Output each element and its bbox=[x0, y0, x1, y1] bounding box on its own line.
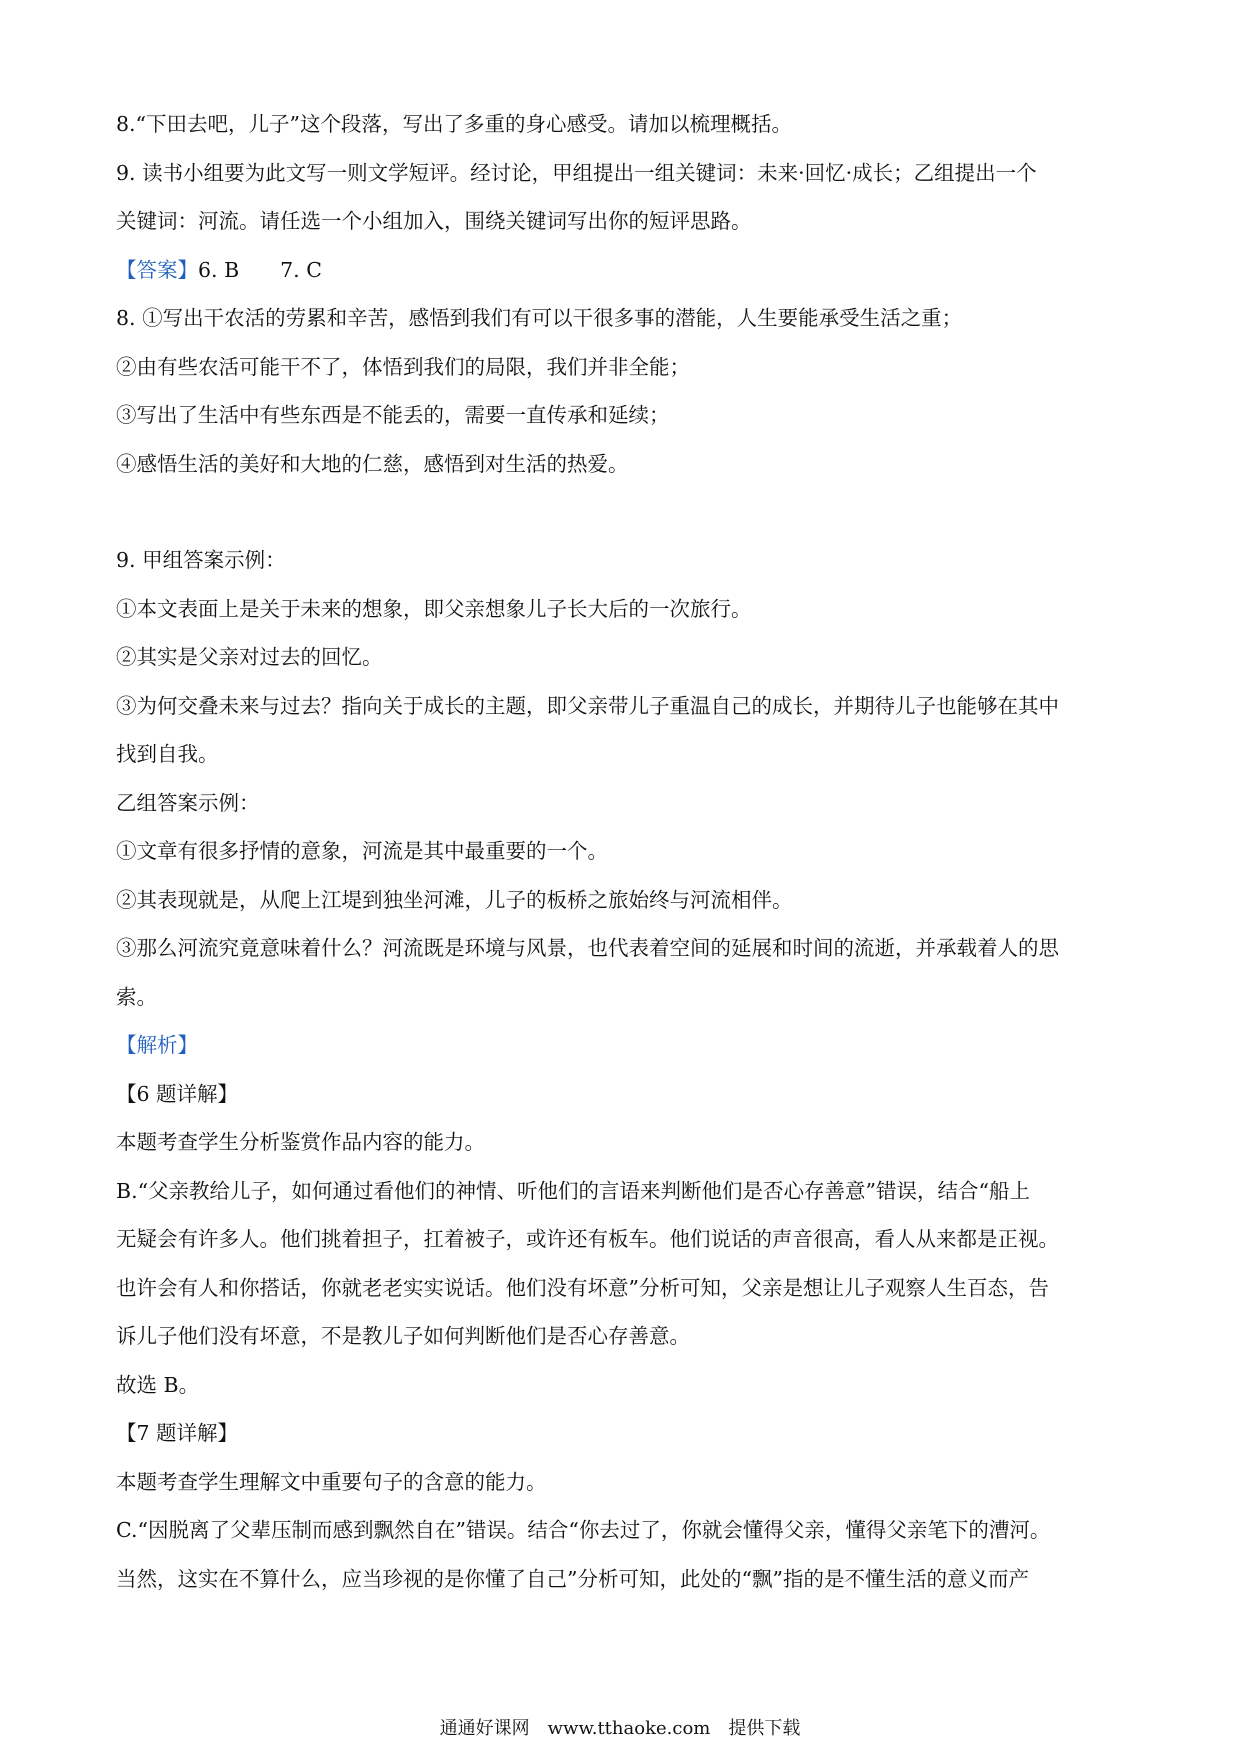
page-footer: 通通好课网 www.tthaoke.com 提供下载 bbox=[439, 1718, 801, 1739]
answer-9-line: ②其表现就是，从爬上江堤到独坐河滩，儿子的板桥之旅始终与河流相伴。 bbox=[116, 887, 793, 912]
answer-9-line: 9. 甲组答案示例： bbox=[116, 548, 286, 572]
answer-9-line: ③那么河流究竟意味着什么？河流既是环境与风景，也代表着空间的延展和时间的流逝，并承载着人的思 bbox=[116, 936, 1059, 960]
answer-9-line: ①本文表面上是关于未来的想象，即父亲想象儿子长大后的一次旅行。 bbox=[116, 596, 752, 621]
analysis-line: 故选 B。 bbox=[116, 1372, 200, 1397]
analysis-line: 本题考查学生理解文中重要句子的含意的能力。 bbox=[116, 1469, 547, 1494]
document-body bbox=[116, 100, 1132, 1603]
analysis-line: C.“因脱离了父辈压制而感到飘然自在”错误。结合“你去过了，你就会懂得父亲，懂得父亲笔下的漕河。 bbox=[116, 1518, 1051, 1542]
answer-9-line: ①文章有很多抒情的意象，河流是其中最重要的一个。 bbox=[116, 839, 608, 863]
question-8: 8.“下田去吧，儿子”这个段落，写出了多重的身心感受。请加以梳理概括。 bbox=[116, 112, 793, 136]
answer-8-line: ③写出了生活中有些东西是不能丢的，需要一直传承和延续； bbox=[116, 403, 670, 427]
question-9-line-2: 关键词：河流。请任选一个小组加入，围绕关键词写出你的短评思路。 bbox=[116, 209, 752, 233]
analysis-line: 诉儿子他们没有坏意，不是教儿子如何判断他们是否心存善意。 bbox=[116, 1324, 690, 1348]
answer-line bbox=[116, 246, 1132, 295]
answer-9-line: ②其实是父亲对过去的回忆。 bbox=[116, 645, 383, 669]
analysis-line: 【7 题详解】 bbox=[116, 1421, 239, 1445]
answer-8-line: ②由有些农活可能干不了，体悟到我们的局限，我们并非全能； bbox=[116, 354, 690, 379]
answer-9-line: 找到自我。 bbox=[116, 742, 219, 766]
answer-9-line: 索。 bbox=[116, 984, 157, 1009]
analysis-line: 当然，这实在不算什么，应当珍视的是你懂了自己”分析可知，此处的“飘”指的是不懂生活的意义而产 bbox=[116, 1566, 1029, 1591]
answer-9-line: ③为何交叠未来与过去？指向关于成长的主题，即父亲带儿子重温自己的成长，并期待儿子也能够在其中 bbox=[116, 693, 1059, 718]
answer-text: 6. B 7. C bbox=[198, 257, 322, 282]
analysis-label: 【解析】 bbox=[116, 1033, 198, 1057]
analysis-line: 也许会有人和你搭话，你就老老实实说话。他们没有坏意”分析可知，父亲是想让儿子观察人生百态，告 bbox=[116, 1275, 1049, 1300]
answer-8-line: 8. ①写出干农活的劳累和辛苦，感悟到我们有可以干很多事的潜能，人生要能承受生活之重； bbox=[116, 306, 963, 330]
analysis-line: 【6 题详解】 bbox=[116, 1081, 239, 1106]
answer-label: 【答案】 bbox=[116, 257, 198, 282]
question-9-line-1: 9. 读书小组要为此文写一则文学短评。经讨论，甲组提出一组关键词：未来·回忆·成长；乙组提出一个 bbox=[116, 160, 1037, 185]
answer-9-line: 乙组答案示例： bbox=[116, 790, 260, 815]
analysis-line: 本题考查学生分析鉴赏作品内容的能力。 bbox=[116, 1130, 485, 1154]
analysis-line: 无疑会有许多人。他们挑着担子，扛着被子，或许还有板车。他们说话的声音很高，看人从来都是正视。 bbox=[116, 1227, 1059, 1251]
paragraph-gap bbox=[116, 488, 1132, 536]
analysis-line: B.“父亲教给儿子，如何通过看他们的神情、听他们的言语来判断他们是否心存善意”错误，结合“船上 bbox=[116, 1178, 1031, 1203]
answer-8-line: ④感悟生活的美好和大地的仁慈，感悟到对生活的热爱。 bbox=[116, 451, 629, 476]
